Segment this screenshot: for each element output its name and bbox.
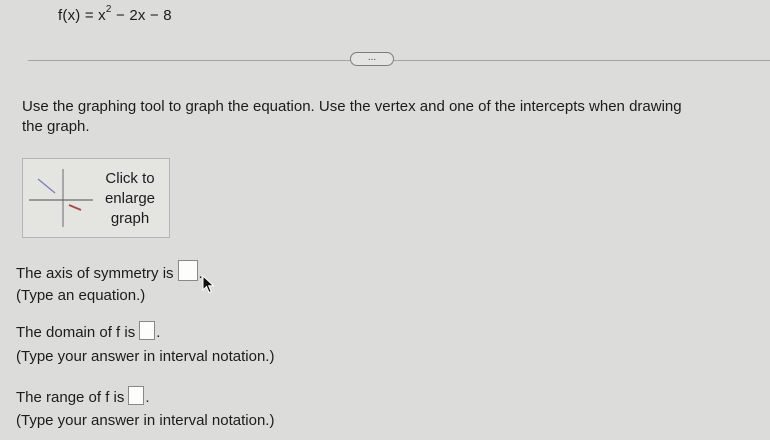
- mouse-cursor-icon: [202, 275, 216, 295]
- graph-thumbnail-icon: [29, 167, 93, 229]
- symmetry-label: The axis of symmetry is: [16, 265, 174, 282]
- range-label: The range of f is: [16, 389, 125, 406]
- range-question: [16, 386, 150, 408]
- function-exponent: 2: [105, 4, 112, 15]
- domain-question: [16, 321, 160, 343]
- enlarge-label-line-1: Click to: [105, 170, 155, 187]
- domain-period: .: [156, 324, 161, 341]
- function-prefix: f(x) = x: [58, 7, 106, 24]
- range-period: .: [145, 389, 150, 406]
- enlarge-graph-button[interactable]: [22, 158, 170, 238]
- range-hint: (Type your answer in interval notation.): [16, 412, 275, 429]
- symmetry-answer-input[interactable]: [178, 260, 198, 281]
- symmetry-question: [16, 260, 203, 284]
- enlarge-graph-label: [97, 169, 163, 229]
- symmetry-period: .: [198, 265, 203, 282]
- section-divider: [28, 60, 770, 61]
- instructions: [22, 97, 770, 137]
- symmetry-hint: (Type an equation.): [16, 287, 146, 304]
- expand-button[interactable]: ...: [350, 52, 394, 66]
- enlarge-label-line-3: graph: [110, 210, 150, 227]
- instructions-line-1: Use the graphing tool to graph the equation. Use the vertex and one of the intercepts when drawing: [22, 98, 682, 115]
- range-answer-input[interactable]: [128, 386, 144, 405]
- domain-hint: (Type your answer in interval notation.): [16, 348, 275, 365]
- function-suffix: − 2x − 8: [111, 7, 172, 24]
- instructions-line-2: the graph.: [22, 118, 90, 135]
- domain-answer-input[interactable]: [139, 321, 155, 340]
- function-definition: [58, 6, 172, 24]
- enlarge-label-line-2: enlarge: [104, 190, 156, 207]
- domain-label: The domain of f is: [16, 324, 136, 341]
